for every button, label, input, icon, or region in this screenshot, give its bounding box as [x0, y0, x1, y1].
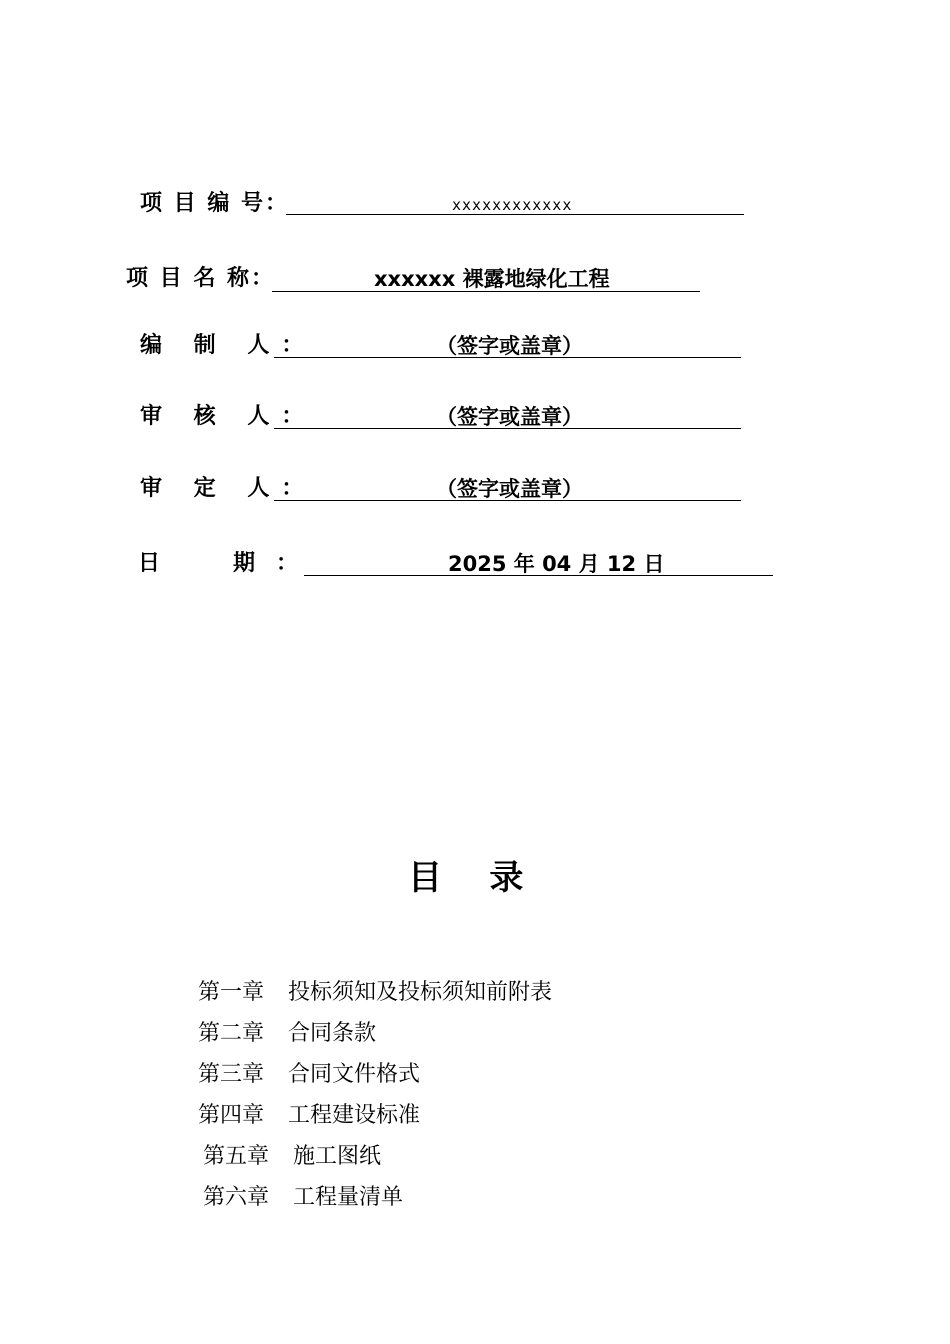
reviewer-signature: （签字或盖章） — [436, 405, 583, 429]
toc-item — [198, 1101, 420, 1131]
approver-signature: （签字或盖章） — [436, 477, 583, 501]
toc-item — [203, 1183, 403, 1213]
toc-chapter: 第一章 — [198, 980, 265, 1005]
toc-chapter-name: 投标须知及投标须知前附表 — [288, 980, 553, 1005]
date-colon: ： — [276, 551, 299, 576]
project-name-value: xxxxxx 裸露地绿化工程 — [374, 267, 610, 291]
project-name-label: 项 目 名 称： — [126, 266, 275, 291]
toc-chapter: 第二章 — [198, 1021, 265, 1046]
toc-item — [198, 1060, 420, 1090]
date-label-period: 期 — [233, 551, 256, 576]
date-label-day: 日 — [138, 551, 161, 576]
toc-title: 目 录 — [408, 858, 524, 898]
toc-chapter: 第六章 — [203, 1185, 270, 1210]
toc-chapter-name: 合同文件格式 — [288, 1062, 421, 1087]
toc-chapter: 第四章 — [198, 1103, 265, 1128]
date-value: 2025 年 04 月 12 日 — [448, 552, 665, 576]
approver-label: 审 定 人： — [140, 476, 316, 501]
toc-chapter: 第五章 — [203, 1144, 270, 1169]
toc-chapter-name: 工程量清单 — [293, 1185, 404, 1210]
toc-chapter-name: 施工图纸 — [293, 1144, 382, 1169]
toc-chapter-name: 合同条款 — [288, 1021, 377, 1046]
project-number-value: xxxxxxxxxxxx — [452, 196, 573, 214]
toc-item — [203, 1142, 381, 1172]
reviewer-label: 审 核 人： — [140, 404, 316, 429]
toc-chapter: 第三章 — [198, 1062, 265, 1087]
toc-chapter-name: 工程建设标准 — [288, 1103, 421, 1128]
compiler-signature: （签字或盖章） — [436, 334, 583, 358]
project-number-label: 项 目 编 号： — [140, 191, 289, 216]
toc-item — [198, 978, 552, 1008]
toc-item — [198, 1019, 376, 1049]
compiler-label: 编 制 人： — [140, 333, 316, 358]
